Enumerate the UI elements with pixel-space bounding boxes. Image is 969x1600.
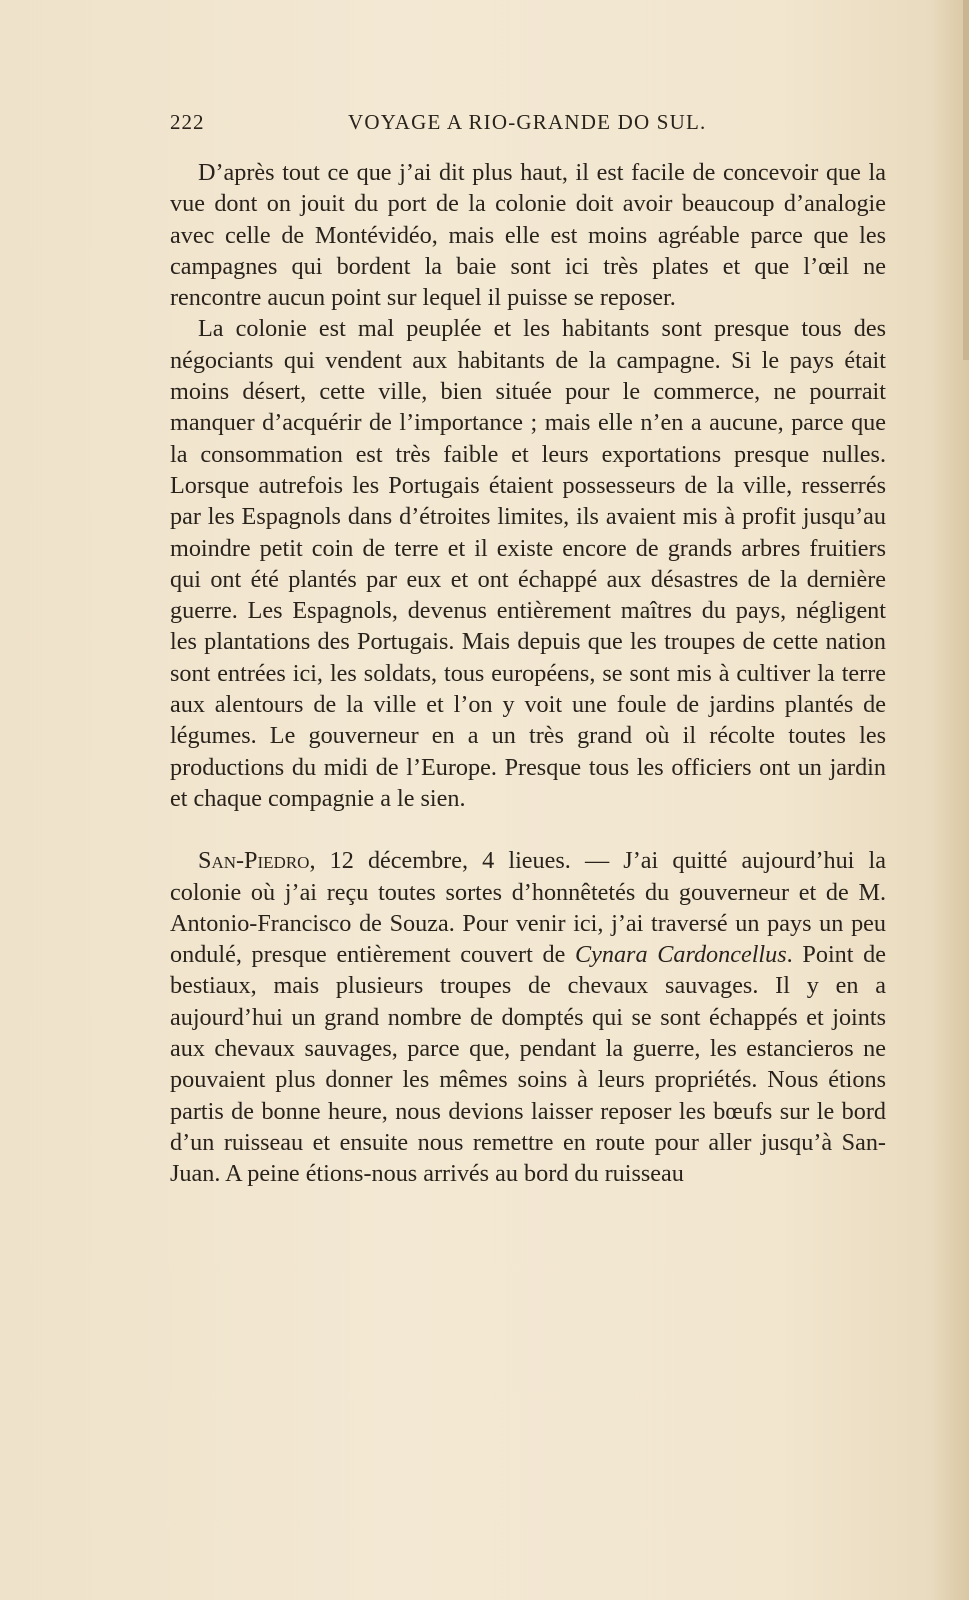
entry-date-distance: , 12 décembre, 4 lieues. — xyxy=(309,847,624,875)
paragraph-1: D’après tout ce que j’ai dit plus haut, il est facile de concevoir que la vue dont on jouit du port de la colonie doit avoir beaucoup d’analogie avec celle de Montévidéo, mais elle est moins agréable parce que les campagnes qui bordent la baie sont ici très plates et que l’œil ne rencontre aucun point sur lequel il puisse se reposer. xyxy=(170,159,886,312)
page-edge-shadow xyxy=(963,0,969,360)
species-name: Cynara Cardoncellus xyxy=(574,941,787,969)
journal-entry xyxy=(170,845,886,1189)
page-number: 222 xyxy=(170,110,205,134)
page-header xyxy=(170,110,884,140)
running-title: VOYAGE A RIO-GRANDE DO SUL. xyxy=(348,110,707,134)
body-text xyxy=(170,157,886,1190)
paragraph-2: La colonie est mal peuplée et les habitants sont presque tous des négociants qui vendent aux habitants de la campagne. Si le pays était moins désert, cette ville, bien située pour le commerce, ne pourrait manquer d’acquérir de l’importance ; mais elle n’en a aucune, parce que la consommation est très faible et leurs exportations presque nulles. Lorsque autrefois les Portugais étaient possesseurs de la ville, resserrés par les Espagnols dans d’étroites limites, ils avaient mis à profit jusqu’au moindre petit coin de terre et il existe encore de grands arbres fruitiers qui ont été plantés par eux et ont échappé aux désastres de la dernière guerre. Les Espagnols, devenus entièrement maîtres du pays, négligent les plantations des Portugais. Mais depuis que les troupes de cette nation sont entrées ici, les soldats, tous européens, se sont mis à cultiver la terre aux alentours de la ville et l’on y voit une foule de jardins plantés de légumes. Le gouverneur en a un très grand où il récolte toutes les productions du midi de l’Europe. Presque tous les officiers ont un jardin et chaque compagnie a le sien. xyxy=(170,315,886,812)
entry-text-part-1: J’ai quitté aujourd’hui la colonie où j’ai reçu toutes sortes d’honnêtetés du gouverneur et de M. Antonio-Francisco de Souza. Pour venir ici, j’ai traversé un pays un peu ondulé, presque entièrement couvert de xyxy=(170,847,886,969)
entry-place-name: San-Piedro xyxy=(198,847,310,875)
entry-text-part-2: . Point de bestiaux, mais plusieurs troupes de chevaux sauvages. Il y en a aujourd’hui un grand nombre de domptés qui se sont échappés et joints aux chevaux sauvages, parce que, pendant la guerre, les estancieros ne pouvaient plus donner les mêmes soins à leurs propriétés. Nous étions partis de bonne heure, nous devions laisser reposer les bœufs sur le bord d’un ruisseau et ensuite nous remettre en route pour aller jusqu’à San-Juan. A peine étions-nous arrivés au bord du ruisseau xyxy=(170,941,886,1188)
